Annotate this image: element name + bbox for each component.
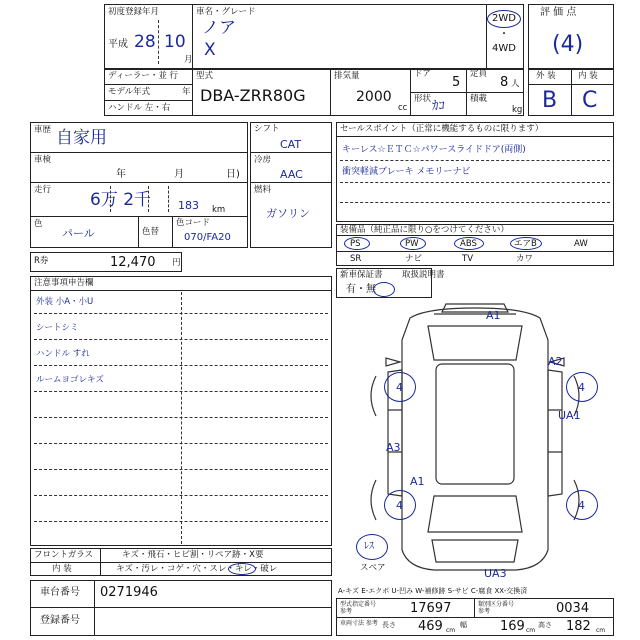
divider — [138, 216, 139, 248]
spec-label: 型式指定番号 参考 — [340, 601, 377, 615]
damage-mark: A3 — [386, 441, 401, 454]
type-label: 型式 — [196, 71, 214, 81]
divider — [30, 182, 248, 183]
divider — [192, 68, 193, 116]
exterior-label: 外 装 — [536, 71, 556, 81]
color-number-label: 色替 — [142, 227, 160, 237]
divider — [250, 152, 332, 153]
color-label: 色 — [34, 219, 43, 229]
spec-label: 高さ — [538, 621, 552, 629]
divider — [336, 136, 614, 137]
interior-value: キズ・汚レ・コゲ・穴・スレ・キレ・破レ — [116, 564, 278, 574]
handle-label: ハンドル 左・右 — [108, 103, 171, 113]
notes-rule — [34, 417, 328, 418]
equipment-abs: ABS — [460, 239, 477, 249]
warranty-value: 有・無 — [346, 284, 376, 295]
car-name: ノア — [202, 18, 236, 38]
cc-unit: cc — [398, 103, 408, 113]
reg-label: 登録番号 — [40, 615, 80, 626]
equipment-tv: TV — [462, 254, 474, 264]
first-reg-label: 初度登録年月 — [108, 7, 160, 17]
divider — [410, 92, 524, 93]
equipment-airbag: エアB — [514, 239, 537, 249]
damage-mark: UA1 — [558, 409, 581, 422]
km-unit: km — [212, 205, 226, 215]
model-year-label: モデル年式 — [108, 87, 151, 97]
rating-score: (4) — [552, 32, 584, 57]
capacity-unit: 人 — [511, 79, 520, 89]
kg-unit: kg — [512, 105, 523, 115]
divider — [30, 290, 332, 291]
tire-tread: 4 — [578, 381, 585, 394]
damage-mark: A1 — [410, 475, 425, 488]
damage-mark: A1 — [486, 309, 501, 322]
weight-label: 積載 — [470, 94, 488, 104]
spare-value: ﾚｽ — [364, 541, 374, 552]
inspection-year-unit: 年 — [116, 169, 126, 180]
notes-rule — [34, 495, 328, 496]
divider — [340, 160, 610, 161]
spec-label: 類別区分番号 参考 — [478, 601, 515, 615]
reg-month: 10 — [164, 32, 186, 52]
equipment-ps: PS — [350, 239, 361, 249]
notes-rule — [34, 365, 328, 366]
mirror-left — [386, 358, 400, 366]
type-value: DBA-ZRR80G — [200, 86, 306, 105]
capacity-value: 8 — [500, 75, 509, 90]
shape-label: 形状 — [414, 94, 432, 104]
use-value: 自家用 — [56, 128, 107, 148]
dealer-label: ディーラー・並 行 — [108, 71, 179, 81]
divider — [340, 202, 610, 203]
divider — [330, 68, 331, 116]
divider — [340, 182, 610, 183]
divider — [474, 598, 475, 617]
divider — [104, 84, 192, 85]
divider — [158, 20, 159, 64]
mileage-extra: 183 — [178, 199, 199, 212]
sales-line2: 衝突軽減ブレーキ メモリーナビ — [342, 167, 471, 177]
damage-legend: A-キズ E-エクボ U-凹み W-補修跡 S-サビ C-腐食 XX-交換済 — [338, 587, 528, 595]
divider — [172, 216, 173, 248]
fuel-label: 燃料 — [254, 185, 272, 195]
notes-label: 注意事項申告欄 — [34, 278, 94, 288]
roof — [436, 364, 514, 484]
divider — [148, 186, 149, 212]
spec-value: 169 — [500, 619, 525, 634]
displacement-label: 排気量 — [334, 71, 360, 81]
recycle-label: R券 — [34, 256, 49, 266]
tire-tread: 4 — [578, 499, 585, 512]
color-code-label: 色コード — [176, 218, 211, 228]
model-year-unit: 年 — [182, 87, 191, 97]
divider — [110, 186, 111, 212]
shape-value: ｶｺ — [432, 99, 445, 114]
chassis-label: 車台番号 — [40, 587, 80, 598]
grade: X — [204, 40, 216, 60]
divider — [250, 182, 332, 183]
color-value: パール — [62, 227, 95, 240]
interior-label: 内 装 — [52, 564, 72, 574]
front-glass-value: キズ・飛石・ヒビ割・リペア跡・X要 — [122, 550, 264, 560]
damage-mark: A2 — [548, 355, 563, 368]
divider — [100, 548, 101, 576]
rating-label: 評 価 点 — [540, 7, 577, 18]
spec-unit: cm — [446, 627, 456, 634]
divider — [30, 607, 332, 608]
notes-rule — [34, 469, 328, 470]
warranty-circle — [373, 282, 395, 297]
era-label: 平成 — [108, 39, 128, 50]
notes-rule — [34, 391, 328, 392]
spec-value: 182 — [566, 619, 591, 634]
notes-rule — [34, 443, 328, 444]
divider — [94, 580, 95, 636]
shift-value: CAT — [280, 138, 302, 151]
recycle-value: 12,470 — [110, 255, 156, 270]
door-value: 5 — [452, 75, 461, 90]
notes-rule — [34, 313, 328, 314]
chassis-value: 0271946 — [100, 585, 158, 600]
divider — [30, 152, 248, 153]
spec-unit: cm — [596, 627, 606, 634]
inspection-month-unit: 月 — [174, 169, 184, 180]
equipment-aw: AW — [574, 239, 588, 249]
interior-label: 内 装 — [578, 71, 598, 81]
note-item: 外装 小A・小U — [36, 297, 94, 307]
spec-value: 469 — [418, 619, 443, 634]
manual-label: 取扱説明書 — [402, 270, 445, 280]
capacity-label: 定員 — [470, 69, 488, 79]
damage-mark: UA3 — [484, 567, 507, 580]
use-label: 車歴 — [34, 125, 52, 135]
displacement-value: 2000 — [356, 89, 392, 105]
front-glass-label: フロントガラス — [34, 550, 93, 560]
drive-2wd: 2WD — [492, 13, 516, 24]
equipment-sr: SR — [350, 254, 362, 264]
aircon-value: AAC — [280, 168, 303, 181]
divider — [336, 617, 614, 618]
interior-grade: C — [582, 88, 598, 113]
note-item: シートシミ — [36, 323, 79, 333]
divider — [30, 216, 248, 217]
divider — [30, 562, 332, 563]
interior-circle — [228, 563, 256, 575]
reg-year: 28 — [134, 32, 156, 52]
drive-dot: ・ — [499, 29, 509, 40]
divider — [168, 186, 169, 212]
recycle-unit: 円 — [172, 258, 181, 268]
divider — [571, 68, 572, 116]
month-unit: 月 — [184, 55, 193, 65]
notes-rule — [34, 339, 328, 340]
car-outline — [402, 308, 548, 570]
note-item: ハンドル すれ — [36, 349, 90, 359]
fuel-value: ガソリン — [266, 207, 310, 220]
equipment-pw: PW — [405, 239, 419, 249]
equipment-leather: カワ — [516, 254, 534, 264]
mileage-label: 走行 — [34, 185, 52, 195]
rear-window — [428, 496, 522, 532]
windshield — [428, 326, 522, 360]
tire-tread: 4 — [396, 499, 403, 512]
color-code-value: 070/FA20 — [184, 232, 231, 243]
divider — [336, 235, 614, 236]
inspection-day-unit: 日) — [226, 169, 240, 180]
spec-label: 車両寸法 参考 — [340, 620, 378, 627]
spec-value: 0034 — [556, 601, 590, 616]
shift-label: シフト — [254, 124, 280, 134]
spare-label: スペア — [360, 563, 386, 573]
notes-rule — [34, 521, 328, 522]
inspection-label: 車検 — [34, 155, 52, 165]
drive-4wd: 4WD — [492, 43, 516, 54]
divider — [104, 100, 192, 101]
exterior-grade: B — [542, 88, 558, 113]
tire-tread: 4 — [396, 381, 403, 394]
mileage-value: 6万 2千 — [90, 190, 152, 210]
spec-label: 幅 — [460, 621, 467, 629]
divider — [336, 251, 614, 252]
aircon-label: 冷房 — [254, 155, 272, 165]
right-doors — [548, 370, 562, 496]
recycle-block — [30, 252, 182, 272]
door-label: ドア — [414, 69, 431, 79]
spec-unit: cm — [526, 627, 536, 634]
divider — [104, 68, 524, 70]
divider — [181, 292, 182, 544]
spec-label: 長さ — [382, 621, 396, 629]
sales-line1: キーレス☆ＥＴＣ☆パワースライドドア(両側) — [342, 145, 526, 155]
equipment-navi: ナビ — [405, 254, 423, 264]
car-name-label: 車名・グレード — [196, 7, 256, 17]
note-item: ルームヨゴレキズ — [36, 375, 104, 385]
warranty-label: 新車保証書 — [340, 270, 383, 280]
spec-value: 17697 — [410, 601, 452, 616]
sales-label: セールスポイント（正常に機能するものに限ります） — [340, 124, 544, 134]
tailgate — [432, 540, 518, 562]
divider — [486, 4, 487, 68]
equipment-label: 装備品（純正品に限り○をつけてください） — [340, 225, 509, 235]
